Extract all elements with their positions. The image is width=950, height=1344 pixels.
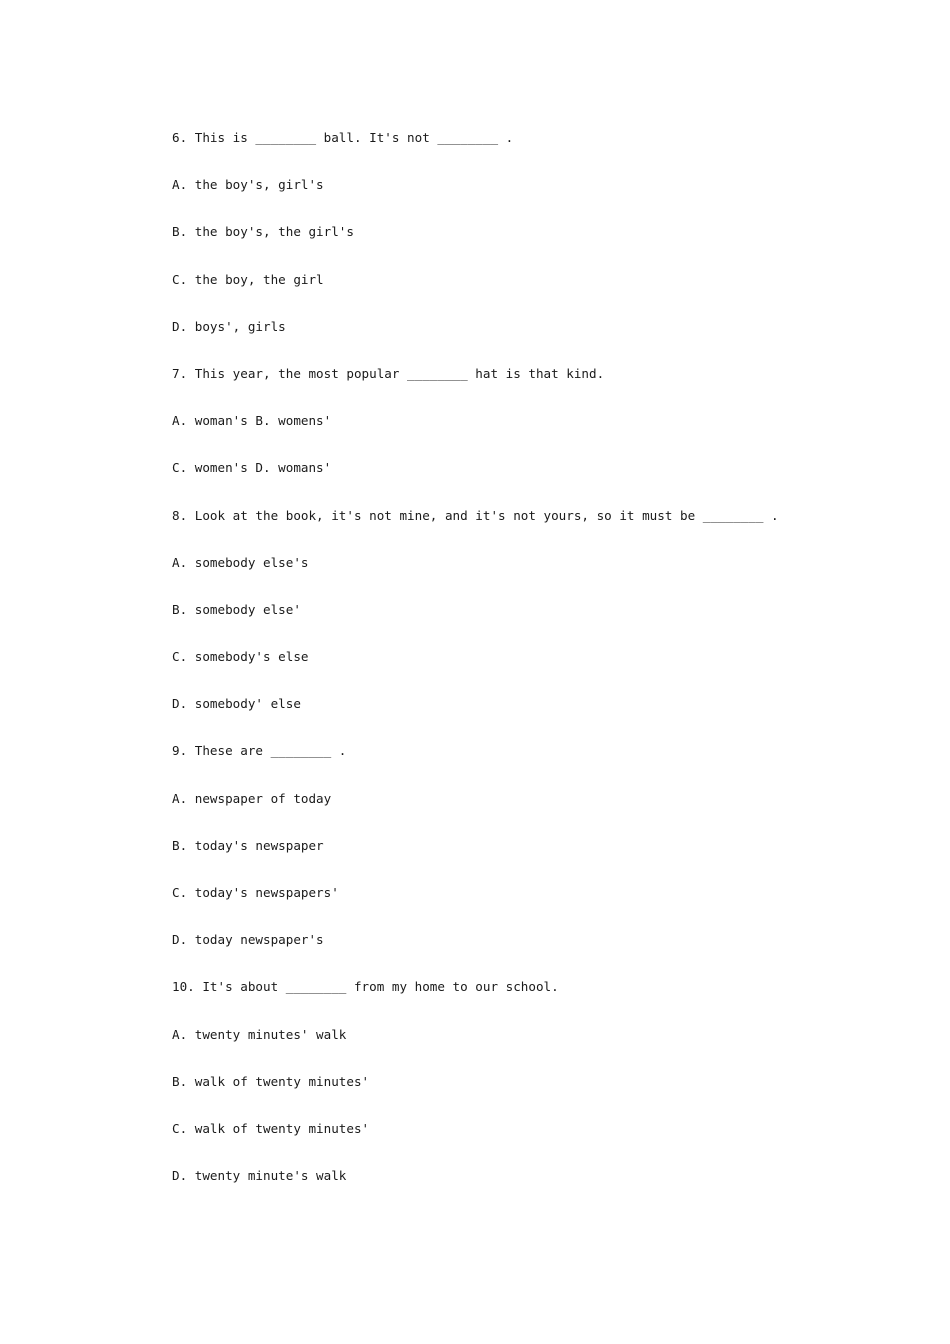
question-9: 9. These are ________ .: [172, 743, 347, 759]
option-10d: D. twenty minute's walk: [172, 1168, 347, 1184]
option-6d: D. boys', girls: [172, 318, 286, 334]
option-10c: C. walk of twenty minutes': [172, 1120, 370, 1136]
option-6a: A. the boy's, girl's: [172, 177, 324, 193]
question-10: 10. It's about ________ from my home to our school.: [172, 979, 559, 995]
option-8a: A. somebody else's: [172, 554, 309, 570]
option-9b: B. today's newspaper: [172, 837, 324, 853]
option-8b: B. somebody else': [172, 601, 301, 617]
question-list: [172, 129, 872, 1214]
option-10b: B. walk of twenty minutes': [172, 1073, 370, 1089]
option-8d: D. somebody' else: [172, 696, 301, 712]
question-7: 7. This year, the most popular ________ hat is that kind.: [172, 365, 605, 381]
option-9d: D. today newspaper's: [172, 932, 324, 948]
question-6: 6. This is ________ ball. It's not ________ .: [172, 130, 514, 145]
option-6b: B. the boy's, the girl's: [172, 224, 354, 240]
question-8: 8. Look at the book, it's not mine, and it's not yours, so it must be ________ .: [172, 507, 779, 523]
option-9c: C. today's newspapers': [172, 885, 339, 900]
option-8c: C. somebody's else: [172, 649, 309, 665]
option-7cd: C. women's D. womans': [172, 460, 332, 476]
option-7ab: A. woman's B. womens': [172, 413, 332, 429]
option-6c: C. the boy, the girl: [172, 271, 324, 287]
option-10a: A. twenty minutes' walk: [172, 1026, 347, 1042]
option-9a: A. newspaper of today: [172, 790, 332, 806]
